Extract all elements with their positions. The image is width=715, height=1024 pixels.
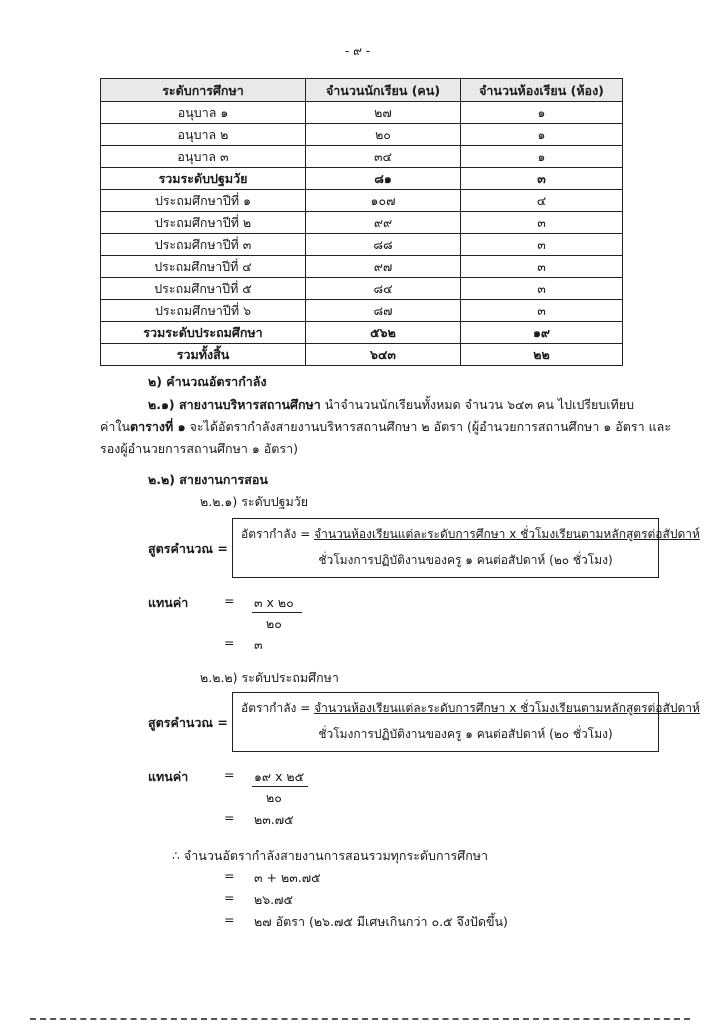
students-classrooms-table	[100, 78, 623, 366]
table-row	[101, 146, 623, 168]
header-education-level: ระดับการศึกษา	[101, 79, 306, 102]
cell-student-count: ๘๑	[306, 168, 461, 190]
table-row	[101, 190, 623, 212]
section-2-1-label: ๒.๑) สายงานบริหารสถานศึกษา	[148, 397, 321, 412]
cell-education-level: รวมระดับประถมศึกษา	[101, 322, 306, 344]
formula-box-primary	[232, 692, 700, 752]
cell-classroom-count: ๓	[461, 212, 623, 234]
cell-student-count: ๒๐	[306, 124, 461, 146]
primary-result: ๒๓.๗๕	[254, 812, 294, 827]
cell-education-level: ประถมศึกษาปีที่ ๔	[101, 256, 306, 278]
cell-classroom-count: ๑	[461, 102, 623, 124]
primary-title: ๒.๒.๒) ระดับประถมศึกษา	[200, 670, 339, 685]
section-2-1-line2	[100, 417, 671, 437]
cell-student-count: ๒๗	[306, 102, 461, 124]
total-intro: ∴ จำนวนอัตรากำลังสายงานการสอนรวมทุกระดับการศึกษา	[172, 848, 489, 863]
section-2-heading: ๒) คำนวณอัตรากำลัง	[148, 374, 267, 389]
cell-education-level: ประถมศึกษาปีที่ ๕	[101, 278, 306, 300]
cell-classroom-count: ๓	[461, 168, 623, 190]
header-student-count: จำนวนนักเรียน (คน)	[306, 79, 461, 102]
formula-numerator-line	[241, 699, 700, 718]
cell-education-level: ประถมศึกษาปีที่ ๖	[101, 300, 306, 322]
equals-sign: =	[224, 767, 235, 782]
early-result: ๓	[254, 637, 263, 652]
early-denominator: ๒๐	[266, 616, 282, 631]
equals-sign: =	[224, 890, 235, 905]
cell-education-level: ประถมศึกษาปีที่ ๒	[101, 212, 306, 234]
table-row	[101, 212, 623, 234]
substitute-label-primary: แทนค่า	[148, 769, 189, 784]
cell-education-level: ประถมศึกษาปีที่ ๓	[101, 234, 306, 256]
table-row	[101, 168, 623, 190]
table-row	[101, 256, 623, 278]
footer-rule	[30, 1018, 690, 1020]
total-step-1: ๓ + ๒๓.๗๕	[254, 870, 321, 885]
cell-education-level: รวมทั้งสิ้น	[101, 344, 306, 366]
cell-classroom-count: ๓	[461, 256, 623, 278]
header-classroom-count: จำนวนห้องเรียน (ห้อง)	[461, 79, 623, 102]
cell-student-count: ๙๙	[306, 212, 461, 234]
cell-student-count: ๑๐๗	[306, 190, 461, 212]
formula-box-early	[232, 518, 700, 578]
fraction-bar-primary	[252, 786, 308, 787]
section-2-2-heading: ๒.๒) สายงานการสอน	[148, 472, 268, 487]
total-step-3: ๒๗ อัตรา (๒๖.๗๕ มีเศษเกินกว่า ๐.๕ จึงปัดขึ้น)	[254, 914, 508, 929]
primary-denominator: ๒๐	[266, 790, 282, 805]
formula-label-early: สูตรคำนวณ =	[148, 541, 228, 556]
section-2-1-text-a: นำจำนวนนักเรียนทั้งหมด จำนวน ๖๔๓ คน ไปเปรียบเทียบ	[320, 397, 635, 412]
formula-label-primary: สูตรคำนวณ =	[148, 715, 228, 730]
fraction-bar-early	[252, 612, 302, 613]
rate-prefix: อัตรากำลัง =	[241, 701, 315, 715]
cell-classroom-count: ๑	[461, 146, 623, 168]
equals-sign: =	[224, 810, 235, 825]
table-row	[101, 344, 623, 366]
primary-numerator: ๑๙ x ๒๕	[254, 769, 305, 784]
cell-classroom-count: ๒๒	[461, 344, 623, 366]
cell-student-count: ๙๗	[306, 256, 461, 278]
section-2-1-line1	[148, 395, 634, 415]
early-numerator: ๓ x ๒๐	[254, 595, 294, 610]
table-row	[101, 300, 623, 322]
cell-education-level: รวมระดับปฐมวัย	[101, 168, 306, 190]
cell-student-count: ๖๔๓	[306, 344, 461, 366]
total-step-2: ๒๖.๗๕	[254, 892, 294, 907]
table-row	[101, 234, 623, 256]
table-row	[101, 124, 623, 146]
cell-classroom-count: ๑	[461, 124, 623, 146]
rate-prefix: อัตรากำลัง =	[241, 527, 315, 541]
cell-classroom-count: ๑๙	[461, 322, 623, 344]
cell-education-level: ประถมศึกษาปีที่ ๑	[101, 190, 306, 212]
substitute-label-early: แทนค่า	[148, 595, 189, 610]
formula-numerator: จำนวนห้องเรียนแต่ละระดับการศึกษา x ชั่วโมงเรียนตามหลักสูตรต่อสัปดาห์	[314, 701, 700, 715]
formula-denominator: ชั่วโมงการปฏิบัติงานของครู ๑ คนต่อสัปดาห์ (๒๐ ชั่วโมง)	[318, 553, 613, 567]
cell-classroom-count: ๔	[461, 190, 623, 212]
cell-education-level: อนุบาล ๓	[101, 146, 306, 168]
formula-numerator: จำนวนห้องเรียนแต่ละระดับการศึกษา x ชั่วโมงเรียนตามหลักสูตรต่อสัปดาห์	[314, 527, 700, 541]
early-childhood-title: ๒.๒.๑) ระดับปฐมวัย	[200, 494, 309, 509]
cell-student-count: ๕๖๒	[306, 322, 461, 344]
cell-classroom-count: ๓	[461, 278, 623, 300]
formula-denominator: ชั่วโมงการปฏิบัติงานของครู ๑ คนต่อสัปดาห์ (๒๐ ชั่วโมง)	[318, 727, 613, 741]
table-row	[101, 278, 623, 300]
equals-sign: =	[224, 912, 235, 927]
table-header-row	[101, 79, 623, 102]
cell-education-level: อนุบาล ๑	[101, 102, 306, 124]
table-row	[101, 102, 623, 124]
cell-classroom-count: ๓	[461, 234, 623, 256]
section-2-1-text-b1: ค่าใน	[100, 419, 131, 434]
cell-student-count: ๓๔	[306, 146, 461, 168]
equals-sign: =	[224, 593, 235, 608]
table-reference: ตารางที่ ๑	[130, 419, 186, 434]
cell-student-count: ๘๔	[306, 278, 461, 300]
page-number: - ๙ -	[344, 44, 371, 58]
cell-education-level: อนุบาล ๒	[101, 124, 306, 146]
cell-classroom-count: ๓	[461, 300, 623, 322]
section-2-1-line3: รองผู้อำนวยการสถานศึกษา ๑ อัตรา)	[100, 441, 299, 456]
cell-student-count: ๘๗	[306, 300, 461, 322]
formula-numerator-line	[241, 525, 700, 544]
equals-sign: =	[224, 868, 235, 883]
section-2-1-text-b2: จะได้อัตรากำลังสายงานบริหารสถานศึกษา ๒ อัตรา (ผู้อำนวยการสถานศึกษา ๑ อัตรา และ	[185, 419, 672, 434]
cell-student-count: ๘๘	[306, 234, 461, 256]
equals-sign: =	[224, 635, 235, 650]
table-row	[101, 322, 623, 344]
